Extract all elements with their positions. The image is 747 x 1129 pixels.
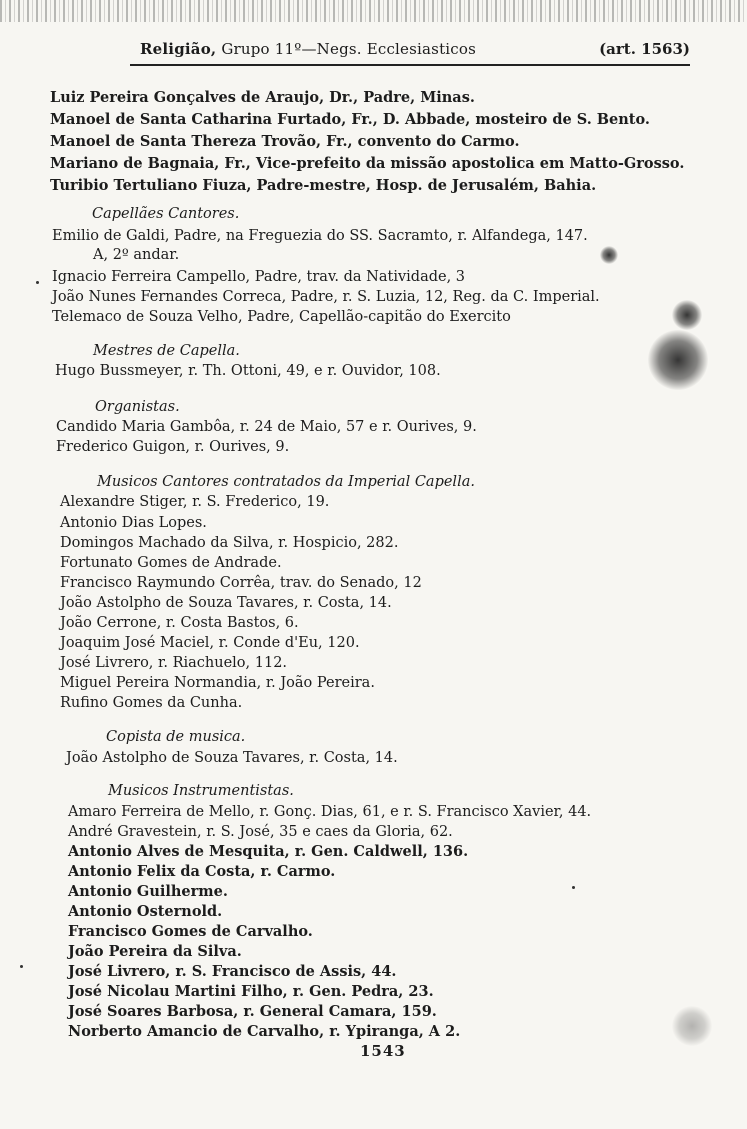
list-item: João Astolpho de Souza Tavares, r. Costa, 14. <box>60 595 392 611</box>
list-item: Antonio Osternold. <box>68 903 223 920</box>
list-item: Emilio de Galdi, Padre, na Freguezia do SS. Sacramto, r. Alfandega, 147. <box>52 228 588 244</box>
list-item: Amaro Ferreira de Mello, r. Gonç. Dias, 61, e r. S. Francisco Xavier, 44. <box>68 804 592 820</box>
list-item: Fortunato Gomes de Andrade. <box>60 555 282 571</box>
ink-fleck <box>572 886 575 889</box>
list-item: A, 2º andar. <box>93 247 180 263</box>
header-article: (art. 1563) <box>599 40 690 58</box>
section-heading-organistas: Organistas. <box>95 399 180 415</box>
list-item: Norberto Amancio de Carvalho, r. Ypiranga, A 2. <box>68 1023 461 1040</box>
list-item: Francisco Gomes de Carvalho. <box>68 923 313 940</box>
section-heading-instrumentistas: Musicos Instrumentistas. <box>108 783 294 799</box>
section-heading-mestres: Mestres de Capella. <box>93 343 240 359</box>
list-item: Rufino Gomes da Cunha. <box>60 695 243 711</box>
scan-noise-top <box>0 0 747 22</box>
list-item: Ignacio Ferreira Campello, Padre, trav. da Natividade, 3 <box>52 269 466 285</box>
ink-smudge <box>648 330 708 390</box>
list-item: Turibio Tertuliano Fiuza, Padre-mestre, Hosp. de Jerusalém, Bahia. <box>50 177 597 194</box>
page-header <box>130 40 690 66</box>
header-religiao: Religião, <box>140 40 217 58</box>
list-item: Domingos Machado da Silva, r. Hospicio, 282. <box>60 535 399 551</box>
ink-fleck <box>36 281 39 284</box>
list-item: Frederico Guigon, r. Ourives, 9. <box>56 439 290 455</box>
section-heading-capellaes: Capellães Cantores. <box>92 206 240 222</box>
list-item: Antonio Felix da Costa, r. Carmo. <box>68 863 336 880</box>
list-item: Mariano de Bagnaia, Fr., Vice-prefeito da missão apostolica em Matto-Grosso. <box>50 155 685 172</box>
list-item: José Livrero, r. Riachuelo, 112. <box>60 655 288 671</box>
list-item: João Pereira da Silva. <box>68 943 242 960</box>
list-item: Manoel de Santa Catharina Furtado, Fr., D. Abbade, mosteiro de S. Bento. <box>50 111 650 128</box>
list-item: Joaquim José Maciel, r. Conde d'Eu, 120. <box>60 635 360 651</box>
ink-smudge <box>672 300 702 330</box>
list-item: José Livrero, r. S. Francisco de Assis, 44. <box>68 963 397 980</box>
list-item: Antonio Alves de Mesquita, r. Gen. Caldwell, 136. <box>68 843 469 860</box>
list-item: Miguel Pereira Normandia, r. João Pereira. <box>60 675 375 691</box>
section-heading-copista: Copista de musica. <box>106 729 246 745</box>
list-item: Candido Maria Gambôa, r. 24 de Maio, 57 e r. Ourives, 9. <box>56 419 477 435</box>
list-item: Manoel de Santa Thereza Trovão, Fr., convento do Carmo. <box>50 133 520 150</box>
header-subtitle: Grupo 11º—Negs. Ecclesiasticos <box>221 40 477 58</box>
list-item: Hugo Bussmeyer, r. Th. Ottoni, 49, e r. Ouvidor, 108. <box>55 363 441 379</box>
list-item: André Gravestein, r. S. José, 35 e caes da Gloria, 62. <box>68 824 453 840</box>
list-item: Antonio Guilherme. <box>68 883 228 900</box>
list-item: Alexandre Stiger, r. S. Frederico, 19. <box>60 494 330 510</box>
list-item: João Astolpho de Souza Tavares, r. Costa, 14. <box>66 750 398 766</box>
list-item: José Nicolau Martini Filho, r. Gen. Pedra, 23. <box>68 983 434 1000</box>
page-number: 1543 <box>360 1042 406 1060</box>
ink-smudge <box>600 246 618 264</box>
list-item: Telemaco de Souza Velho, Padre, Capellão-capitão do Exercito <box>52 309 511 325</box>
section-heading-cantores-contratados: Musicos Cantores contratados da Imperial Capella. <box>97 474 475 490</box>
list-item: João Nunes Fernandes Correca, Padre, r. S. Luzia, 12, Reg. da C. Imperial. <box>52 289 600 305</box>
list-item: Francisco Raymundo Corrêa, trav. do Senado, 12 <box>60 575 422 591</box>
header-title <box>140 40 476 58</box>
list-item: Antonio Dias Lopes. <box>60 515 207 531</box>
ink-smudge <box>672 1006 712 1046</box>
list-item: Luiz Pereira Gonçalves de Araujo, Dr., Padre, Minas. <box>50 89 475 106</box>
list-item: José Soares Barbosa, r. General Camara, 159. <box>68 1003 437 1020</box>
list-item: João Cerrone, r. Costa Bastos, 6. <box>60 615 299 631</box>
ink-fleck <box>20 965 23 968</box>
